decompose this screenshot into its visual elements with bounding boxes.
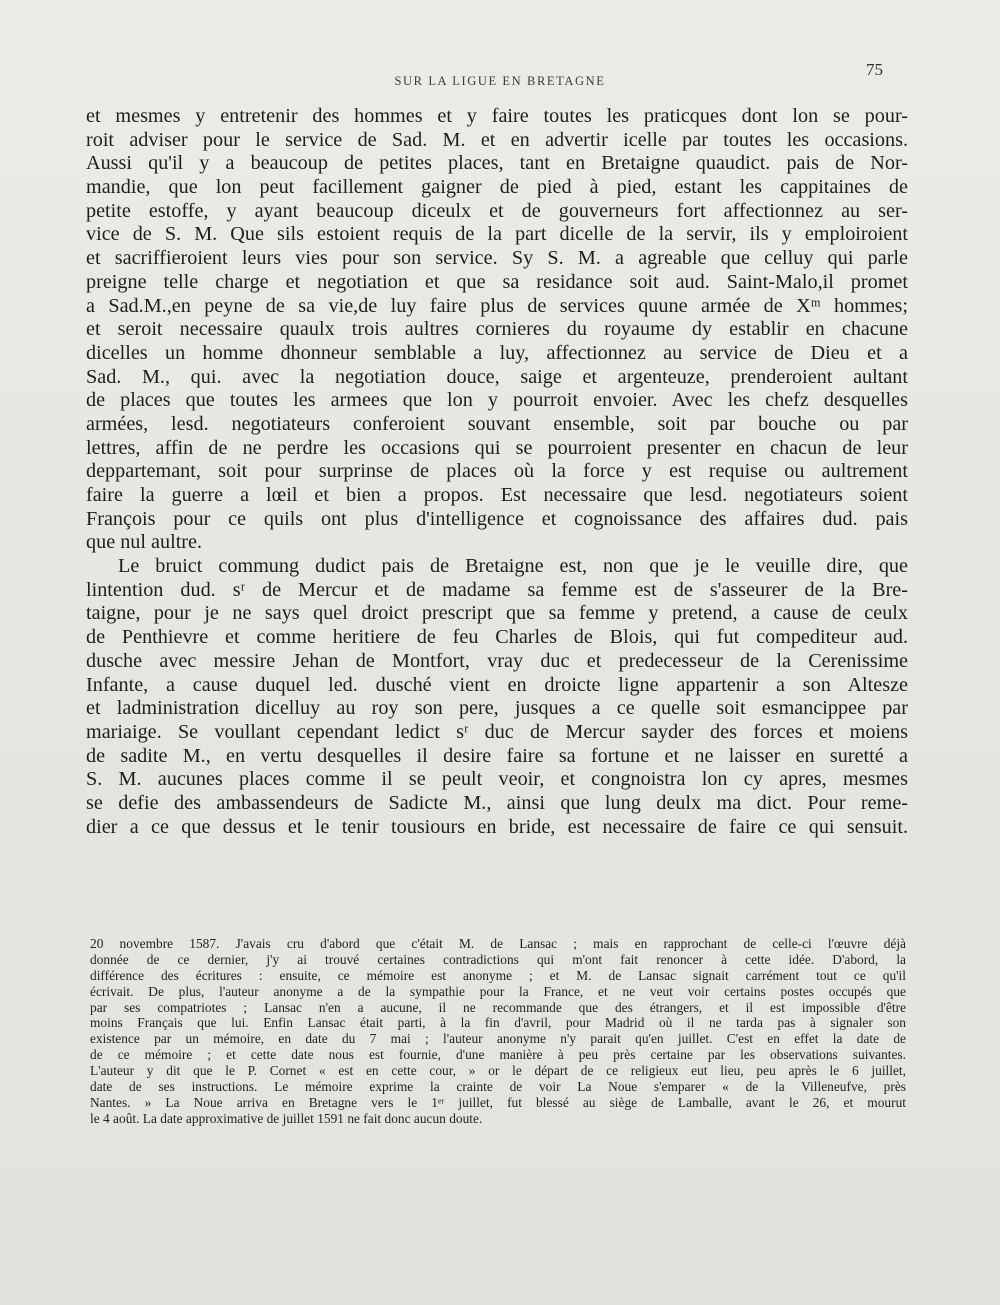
footnote-line: donnée de ce dernier, j'y ai trouvé certaines contradictions qui m'ont fait renoncer à cette idée. D'abord, la <box>90 951 906 967</box>
text-line: S. M. aucunes places comme il se peult veoir, et congnoistra lon cy apres, mesmes <box>86 768 908 791</box>
text-line: et mesmes y entretenir des hommes et y faire toutes les praticques dont lon se pour- <box>86 105 908 127</box>
text-line: preigne telle charge et negotiation et que sa residance soit aud. Saint-Malo,il promet <box>86 270 908 293</box>
text-line: Sad. M., qui. avec la negotiation douce, saige et argenteuze, prenderoient aultant <box>86 365 908 388</box>
text-line: et ladministration dicelluy au roy son pere, jusques a ce quelle soit esmancippee par <box>86 697 908 720</box>
footnote-line: Nantes. » La Noue arriva en Bretagne vers le 1ᵉʳ juillet, fut blessé au siège de Lamballe, avant le 26, et mourut <box>90 1094 906 1110</box>
footnote-line: date de ses instructions. Le mémoire exprime la crainte de voir La Noue s'emparer « de la Villeneufve, près <box>90 1079 906 1095</box>
text-line: faire la guerre a lœil et bien a propos. Est necessaire que lesd. negotiateurs soient <box>86 484 908 506</box>
text-line: Aussi qu'il y a beaucoup de petites places, tant en Bretaigne quaudict. pais de Nor- <box>86 152 908 175</box>
text-line: Infante, a cause duquel led. dusché vient en droicte ligne appartenir a son Altesze <box>86 673 908 696</box>
text-line: de Penthievre et comme heritiere de feu Charles de Blois, qui fut compediteur aud. <box>86 626 908 649</box>
text-line: lintention dud. sʳ de Mercur et de madame sa femme est de s'asseurer de la Bre- <box>86 578 908 601</box>
page-number: 75 <box>866 60 883 79</box>
text-line: et seroit necessaire quaulx trois aultres cornieres du royaume dy establir en chacune <box>86 318 908 341</box>
text-line: que nul aultre. <box>86 531 203 554</box>
text-line: mariaige. Se voullant cependant ledict sʳ duc de Mercur sayder des forces et moiens <box>86 720 908 743</box>
text-line: dusche avec messire Jehan de Montfort, vray duc et predecesseur de la Cerenissime <box>86 649 908 672</box>
text-line: François pour ce quils ont plus d'intelligence et cognoissance des affaires dud. pais <box>86 507 908 530</box>
text-line: deppartemant, soit pour surprinse de places où la force y est requise ou aultrement <box>86 460 908 483</box>
footnote-line: différence des écritures : ensuite, ce mémoire est anonyme ; et M. de Lansac signait carrément tout ce qu'il <box>90 967 906 983</box>
text-line: armées, lesd. negotiateurs conferoient souvant ensemble, soit par bouche ou par <box>86 412 908 435</box>
text-line: dier a ce que dessus et le tenir tousiours en bride, est necessaire de faire ce qui sensuit. <box>86 815 908 838</box>
running-head: SUR LA LIGUE EN BRETAGNE <box>394 74 606 88</box>
footnote-line: existence par un mémoire, en date du 7 mai ; l'auteur anonyme n'y parait qu'en juillet. C'est en effet la date de <box>90 1031 906 1047</box>
footnote-line: par ses compatriotes ; Lansac n'en a aucune, il ne recommande que des étrangers, et il est impossible d'être <box>90 999 906 1015</box>
text-line: mandie, que lon peut facillement gaigner de pied à pied, estant les cappitaines de <box>86 176 908 199</box>
footnote-line: de ce mémoire ; et cette date nous est fournie, d'une manière à peu près certaine par les observations suivantes. <box>90 1047 906 1063</box>
text-line: de sadite M., en vertu desquelles il desire faire sa fortune et ne laisser en suretté a <box>86 744 908 767</box>
body-text <box>86 105 908 839</box>
text-line: roit adviser pour le service de Sad. M. et en advertir icelle par toutes les occasions. <box>86 128 908 151</box>
text-line: dicelles un homme dhonneur semblable a luy, affectionnez au service de Dieu et a <box>86 341 908 364</box>
footnote-line: le 4 août. La date approximative de juillet 1591 ne fait donc aucun doute. <box>90 1110 483 1126</box>
text-line: et sacriffieroient leurs vies pour son service. Sy S. M. a agreable que celluy qui parle <box>86 247 908 270</box>
text-line: petite estoffe, y ayant beaucoup diceulx et de gouverneurs fort affectionnez au ser- <box>86 199 908 222</box>
footnote-line: moins Français que lui. Enfin Lansac était parti, à la fin d'avril, pour Madrid où il ne tarda pas à signaler son <box>90 1015 906 1031</box>
footnote-line: 20 novembre 1587. J'avais cru d'abord que c'était M. de Lansac ; mais en rapprochant de celle-ci l'œuvre déjà <box>90 936 906 951</box>
text-line: se defie des ambassendeurs de Sadicte M., ainsi que lung deulx ma dict. Pour reme- <box>86 791 908 814</box>
text-line: lettres, affin de ne perdre les occasions qui se pourroient presenter en chacun de leur <box>86 436 908 459</box>
footnote-line: écrivait. De plus, l'auteur anonyme a de la sympathie pour la France, et ne veut voir certains postes occupés que <box>90 983 906 999</box>
text-line: Le bruict commung dudict pais de Bretaigne est, non que je le veuille dire, que <box>118 555 908 578</box>
footnote-line: L'auteur y dit que le P. Cornet « est en cette cour, » or le départ de ce religieux eut lieu, peu après le 6 juillet, <box>90 1063 906 1079</box>
footnote <box>90 936 906 1127</box>
text-line: a Sad.M.,en peyne de sa vie,de luy faire plus de services quune armée de Xᵐ hommes; <box>86 294 908 317</box>
text-line: vice de S. M. Que sils estoient requis de la part dicelle de la servir, ils y emploiroient <box>86 223 908 246</box>
text-line: taigne, pour je ne says quel droict prescript que sa femme y pretend, a cause de ceulx <box>86 602 908 625</box>
text-line: de places que toutes les armees que lon y pourroit envoier. Avec les chefz desquelles <box>86 389 908 412</box>
